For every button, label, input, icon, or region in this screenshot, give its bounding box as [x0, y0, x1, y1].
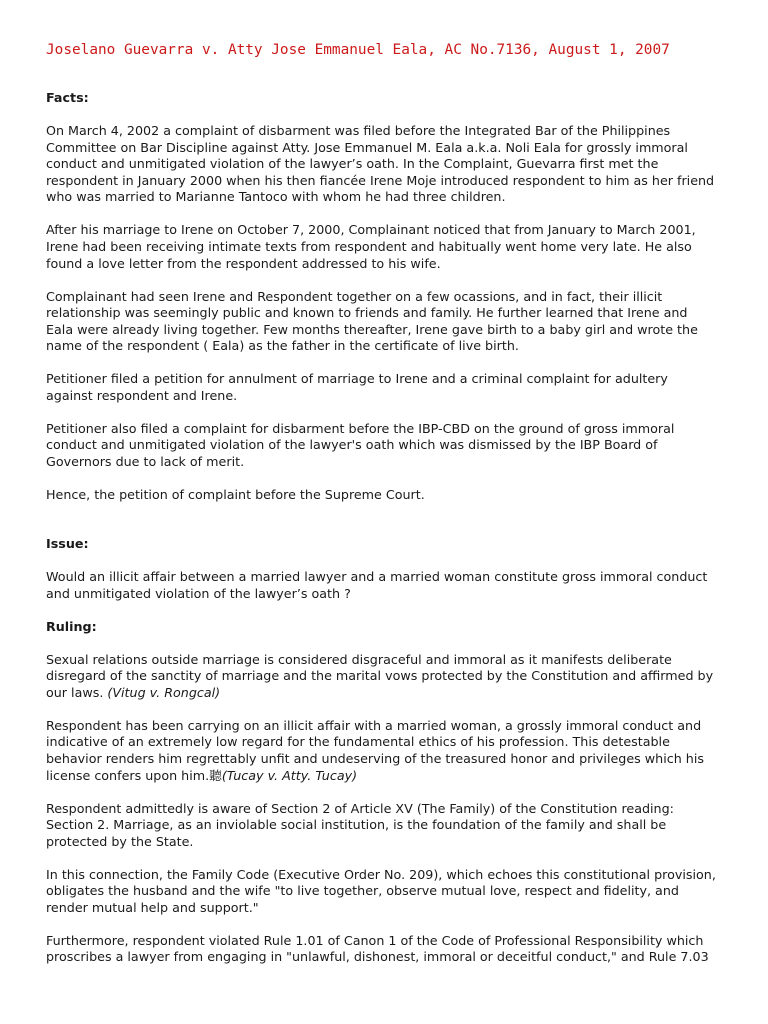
case-citation: (Vitug v. Rongcal)	[107, 684, 221, 700]
facts-paragraph: Complainant had seen Irene and Respondent together on a few ocassions, and in fact, their illicit relationship was seemingly public and known to friends and family. He further learned that Irene and Eala were already living together. Few months thereafter, Irene gave birth to a baby girl and wrote the name of the respondent ( Eala) as the father in the certificate of live birth.	[46, 288, 698, 354]
ruling-text: Sexual relations outside marriage is considered disgraceful and immoral as it manifests deliberate disregard of the sanctity of marriage and the marital vows protected by the Constitution and affirmed by our laws.	[46, 651, 714, 700]
ruling-text: Respondent admittedly is aware of Section 2 of Article XV (The Family) of the Constitution reading:	[46, 800, 674, 816]
constitution-quote: Section 2. Marriage, as an inviolable social institution, is the foundation of the family and shall be protected by the State.	[46, 817, 667, 849]
facts-paragraph: After his marriage to Irene on October 7, 2000, Complainant noticed that from January to March 2001, Irene had been receiving intimate texts from respondent and habitually went home very late. He also found a love letter from the respondent addressed to his wife.	[46, 222, 696, 271]
document-title: Joselano Guevarra v. Atty Jose Emmanuel Eala, AC No.7136, August 1, 2007	[46, 42, 670, 58]
issue-heading: Issue:	[46, 536, 89, 552]
ruling-heading: Ruling:	[46, 618, 97, 634]
ruling-text: Respondent has been carrying on an illicit affair with a married woman, a grossly immoral conduct and indicative of an extremely low regard for the fundamental ethics of his profession. This detestable behavior renders him regrettably unfit and undeserving of the treasured honor and privileges which his license confers upon him.聽	[46, 717, 704, 783]
case-citation: (Tucay v. Atty. Tucay)	[221, 767, 358, 783]
ruling-paragraph	[46, 718, 716, 784]
ruling-paragraph: In this connection, the Family Code (Executive Order No. 209), which echoes this constitutional provision, obligates the husband and the wife "to live together, observe mutual love, respect and fidelity, and render mutual help and support."	[46, 866, 716, 915]
facts-heading: Facts:	[46, 90, 89, 105]
facts-paragraph: Hence, the petition of complaint before the Supreme Court.	[46, 487, 425, 503]
document-body	[46, 90, 716, 982]
facts-paragraph: Petitioner also filed a complaint for disbarment before the IBP-CBD on the ground of gross immoral conduct and unmitigated violation of the lawyer's oath which was dismissed by the IBP Board of Governors due to lack of merit.	[46, 420, 675, 470]
ruling-paragraph	[46, 801, 716, 851]
ruling-paragraph	[46, 652, 716, 702]
ruling-paragraph: Furthermore, respondent violated Rule 1.01 of Canon 1 of the Code of Professional Responsibility which proscribes a lawyer from engaging in "unlawful, dishonest, immoral or deceitful conduct," and Rule 7.03	[46, 932, 709, 965]
facts-paragraph: Petitioner filed a petition for annulment of marriage to Irene and a criminal complaint for adultery against respondent and Irene.	[46, 371, 668, 403]
facts-paragraph: On March 4, 2002 a complaint of disbarment was filed before the Integrated Bar of the Philippines Committee on Bar Discipline against Atty. Jose Emmanuel M. Eala a.k.a. Noli Eala for grossly immoral conduct and unmitigated violation of the lawyer’s oath. In the Complaint, Guevarra first met the respondent in January 2000 when his then fiancée Irene Moje introduced respondent to him as her friend who was married to Marianne Tantoco with whom he had three children.	[46, 122, 715, 205]
issue-paragraph: Would an illicit affair between a married lawyer and a married woman constitute gross immoral conduct and unmitigated violation of the lawyer’s oath ?	[46, 569, 708, 601]
section-spacer	[46, 520, 716, 536]
